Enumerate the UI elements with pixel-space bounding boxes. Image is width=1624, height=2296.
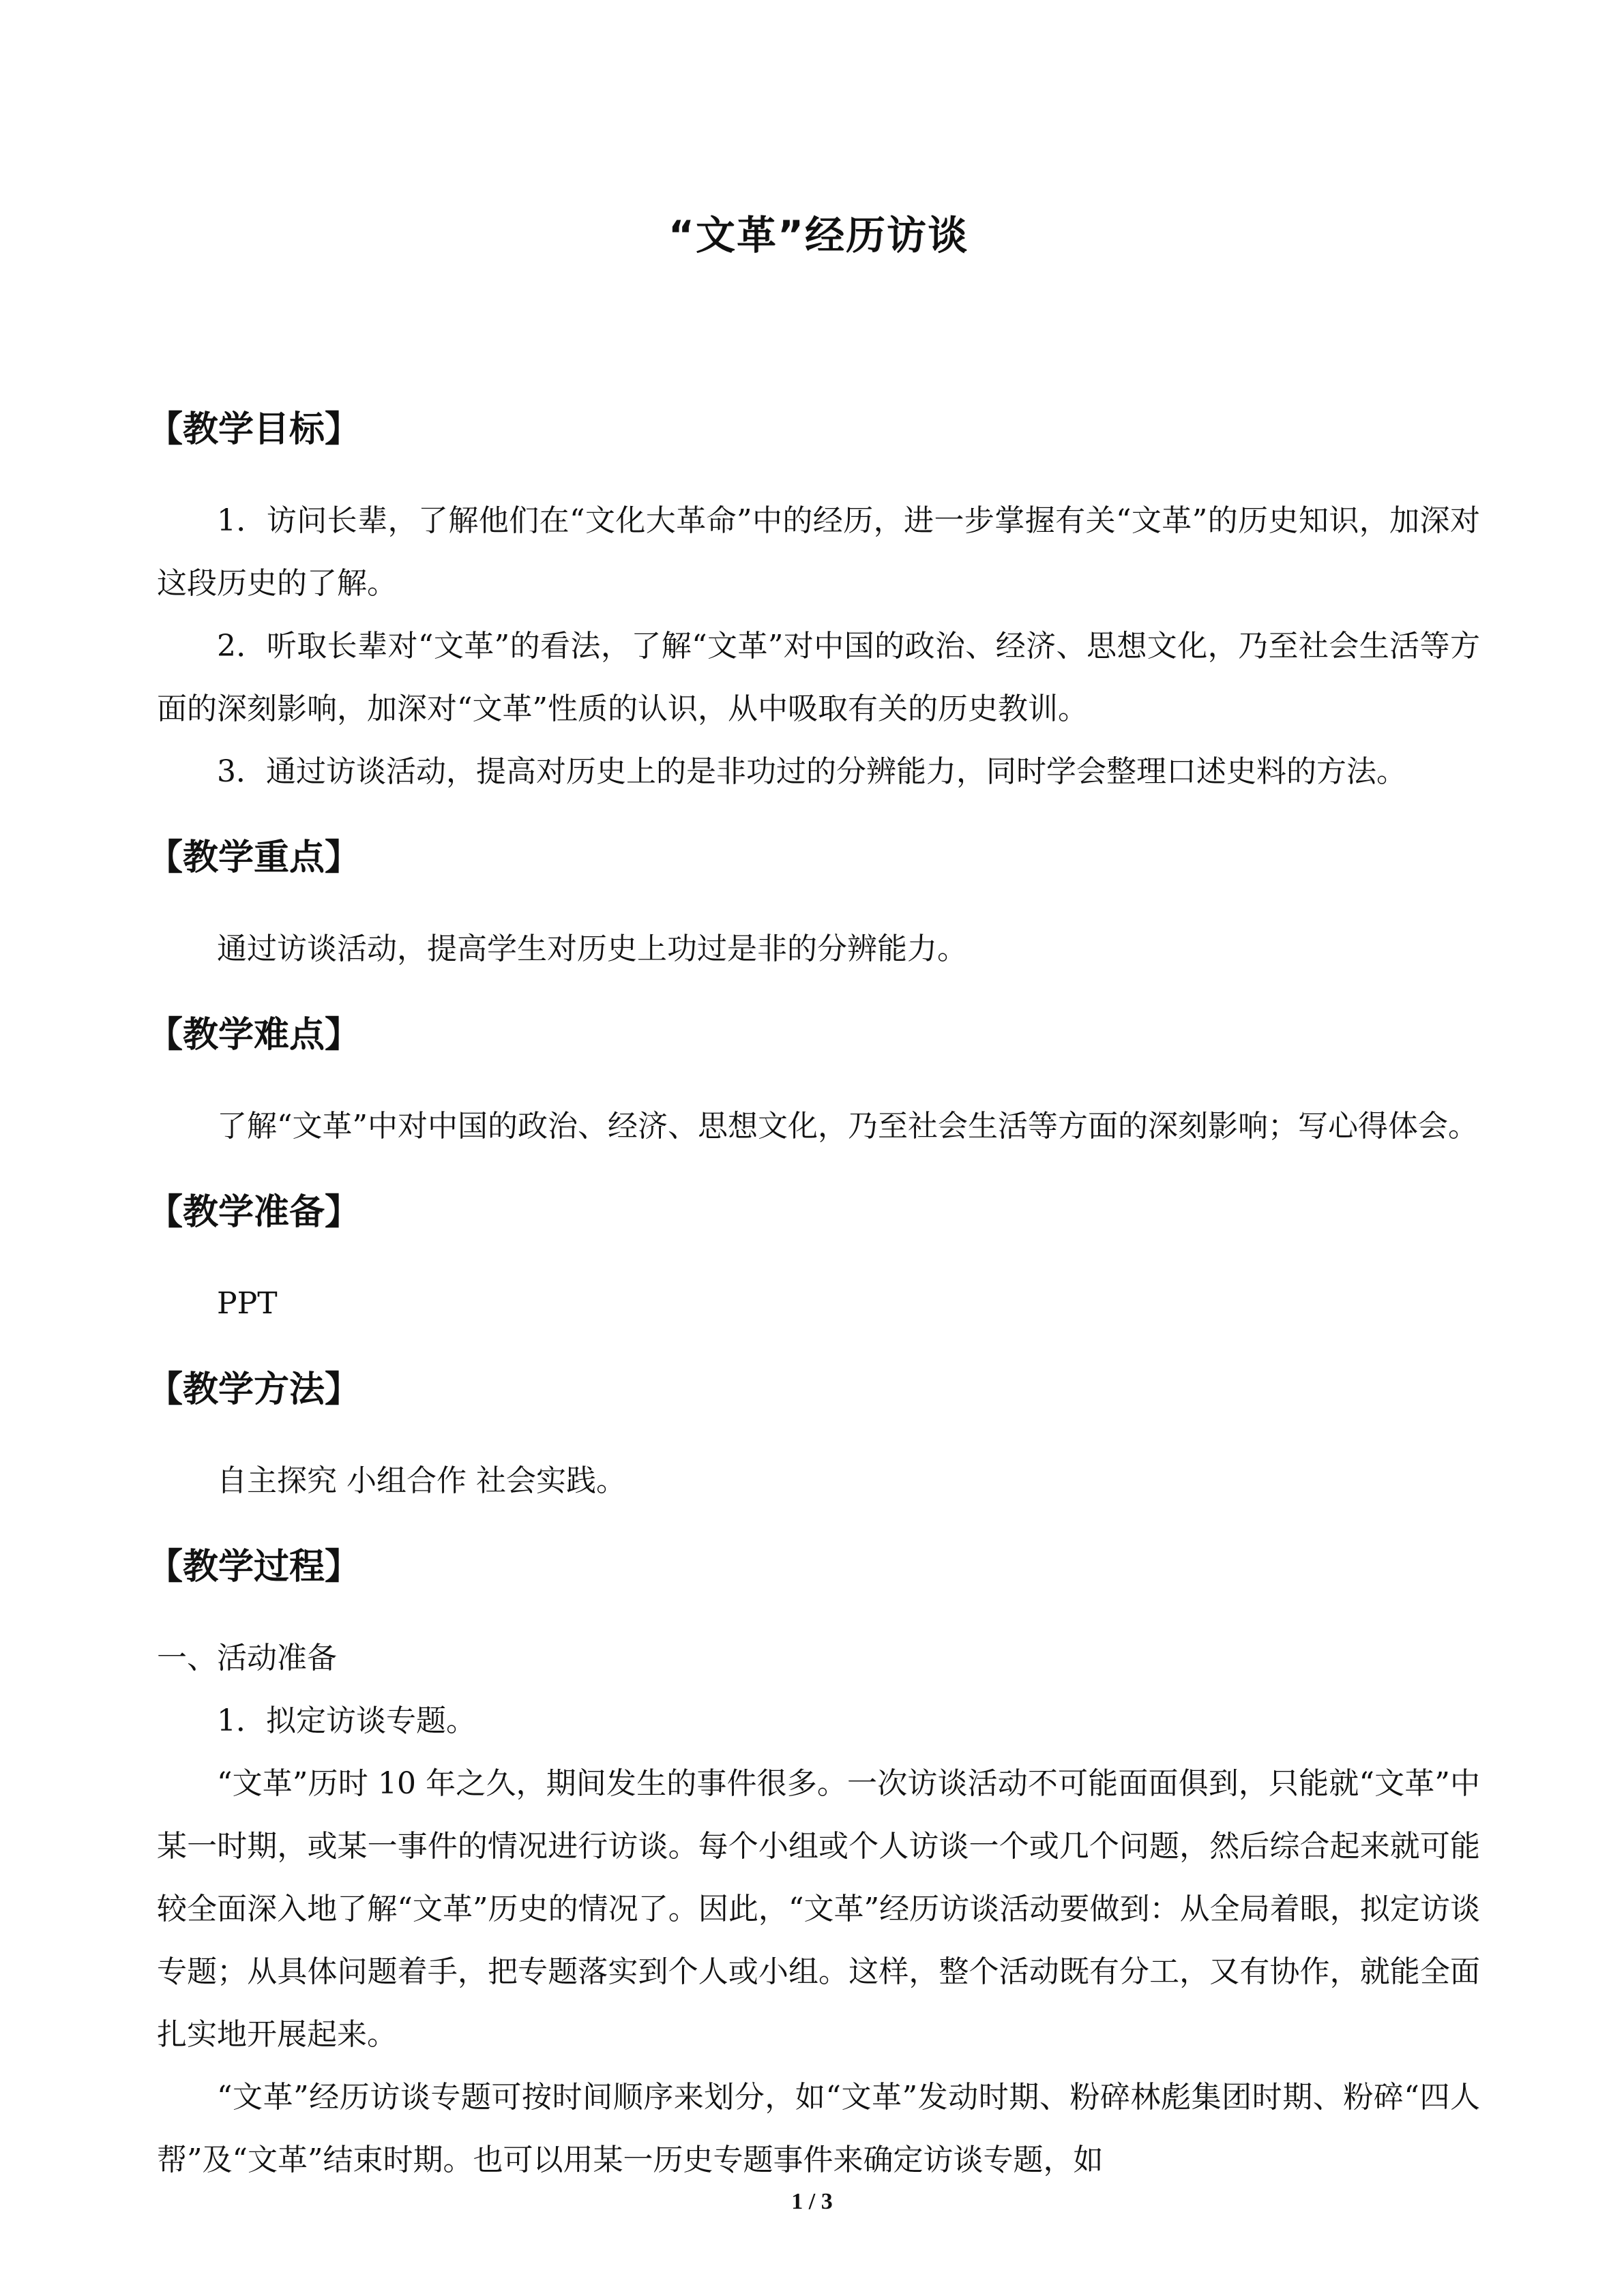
process-paragraph-1: “文革”历时 10 年之久，期间发生的事件很多。一次访谈活动不可能面面俱到，只能就“文革”中某一时期，或某一事件的情况进行访谈。每个小组或个人访谈一个或几个问题，然后综合起来就可能较全面深入地了解“文革”历史的情况了。因此，“文革”经历访谈活动要做到：从全局着眼，拟定访谈专题；从具体问题着手，把专题落实到个人或小组。这样，整个活动既有分工，又有协作，就能全面扎实地开展起来。	[157, 1766, 1480, 2052]
key-points-text: 通过访谈活动，提高学生对历史上功过是非的分辨能力。	[217, 931, 967, 966]
process-paragraph-2: “文革”经历访谈专题可按时间顺序来划分，如“文革”发动时期、粉碎林彪集团时期、粉碎“四人帮”及“文革”结束时期。也可以用某一历史专题事件来确定访谈专题，如	[157, 2080, 1480, 2177]
process-subheading: 一、活动准备	[157, 1641, 337, 1675]
process-step-1: 1．拟定访谈专题。	[217, 1703, 476, 1738]
document-title: “文革”经历访谈	[668, 212, 969, 258]
goal-item-1: 1．访问长辈，了解他们在“文化大革命”中的经历，进一步掌握有关“文革”的历史知识，加深对这段历史的了解。	[157, 503, 1480, 601]
preparation-text: PPT	[217, 1286, 278, 1321]
methods-text: 自主探究 小组合作 社会实践。	[217, 1463, 626, 1498]
section-heading-process: 【教学过程】	[147, 1547, 361, 1587]
section-heading-difficulties: 【教学难点】	[147, 1015, 361, 1056]
page-number: 1 / 3	[791, 2189, 833, 2214]
document-body	[147, 205, 1480, 2192]
section-heading-goals: 【教学目标】	[147, 409, 361, 450]
section-heading-key-points: 【教学重点】	[147, 837, 361, 878]
goal-item-2: 2．听取长辈对“文革”的看法，了解“文革”对中国的政治、经济、思想文化，乃至社会生活等方面的深刻影响，加深对“文革”性质的认识，从中吸取有关的历史教训。	[157, 629, 1480, 726]
section-heading-methods: 【教学方法】	[147, 1369, 361, 1410]
difficulties-text: 了解“文革”中对中国的政治、经济、思想文化，乃至社会生活等方面的深刻影响；写心得体会。	[217, 1109, 1478, 1144]
goal-item-3: 3．通过访谈活动，提高对历史上的是非功过的分辨能力，同时学会整理口述史料的方法。	[217, 754, 1406, 789]
section-heading-preparation: 【教学准备】	[147, 1192, 361, 1233]
